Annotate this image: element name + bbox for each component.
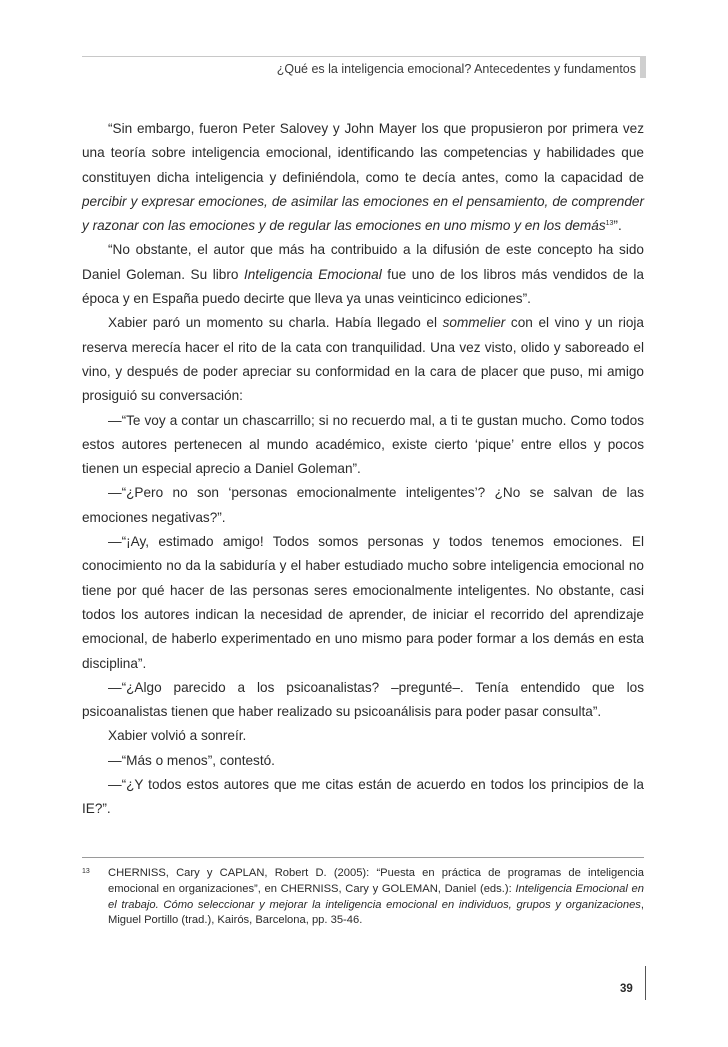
text-span: , Miguel Portillo (trad.), Kairós, Barcelona, pp. 35-46. <box>108 898 644 927</box>
paragraph: —“¿Pero no son ‘personas emocionalmente inteligentes’? ¿No se salvan de las emociones negativas?”. <box>82 485 644 525</box>
text-span: ”. <box>613 218 622 234</box>
paragraph <box>82 311 644 408</box>
footnote <box>82 866 644 929</box>
text-span: “Sin embargo, fueron Peter Salovey y John Mayer los que propusieron por primera vez una teoría sobre inteligencia emocional, identificando las competencias y habilidades que constituyen dicha inteligencia y definiéndola, como te decía antes, como la capacidad de <box>82 121 644 185</box>
italic-text: sommelier <box>442 315 506 331</box>
footnote-ref: 13 <box>605 220 614 228</box>
paragraph <box>82 238 644 311</box>
page-number: 39 <box>620 983 633 995</box>
text-span: “No obstante, el autor que más ha contribuido a la difusión de este concepto ha sido Daniel Goleman. Su libro <box>82 242 644 282</box>
running-header: ¿Qué es la inteligencia emocional? Antecedentes y fundamentos <box>276 62 636 76</box>
header-rule <box>82 56 644 57</box>
italic-text: percibir y expresar emociones, de asimilar las emociones en el pensamiento, de comprender y razonar con las emociones y de regular las emociones en uno mismo y en los demás <box>82 193 644 234</box>
page-number-rule <box>645 966 646 1000</box>
text-span: CHERNISS, Cary y CAPLAN, Robert D. (2005): “Puesta en práctica de programas de inteligencia emocional en organizaciones”, en CHERNISS, Cary y GOLEMAN, Daniel (eds.): <box>108 867 644 895</box>
header-bar <box>640 56 646 78</box>
text-span: con el vino y un rioja reserva merecía hacer el rito de la cata con tranquilidad. Una vez visto, olido y saboreado el vino, y después de poder apreciar su conformidad en la cara de placer que puso, mi amigo prosiguió su conversación: <box>82 315 644 404</box>
footnote-rule <box>82 857 644 858</box>
text-span: Xabier paró un momento su charla. Había llegado el <box>108 315 443 331</box>
text-span: fue uno de los libros más vendidos de la época y en España puedo decirte que lleva ya unas veinticinco ediciones”. <box>82 266 644 307</box>
paragraph: —“¡Ay, estimado amigo! Todos somos personas y todos tenemos emociones. El conocimiento no da la sabiduría y el haber estudiado mucho sobre inteligencia emocional no tiene por qué hacer de las personas seres emocionalmente inteligentes. No obstante, casi todos los autores indican la necesidad de aprender, de iniciar el recorrido del aprendizaje emocional, de haberlo experimentado en uno mismo para poder formar a los demás en esta disciplina”. <box>82 534 644 671</box>
paragraph: Xabier volvió a sonreír. <box>108 728 247 744</box>
paragraph: —“Te voy a contar un chascarrillo; si no recuerdo mal, a ti te gustan mucho. Como todos estos autores pertenecen al mundo académico, existe cierto ‘pique’ entre ellos y pocos tienen un especial aprecio a Daniel Goleman”. <box>82 412 644 477</box>
paragraph: —“Más o menos”, contestó. <box>108 752 275 768</box>
paragraph: —“¿Y todos estos autores que me citas están de acuerdo en todos los principios de la IE?”. <box>82 777 644 817</box>
footnote-text <box>108 866 644 929</box>
footnote-number: 13 <box>82 868 90 875</box>
book-title: Inteligencia Emocional <box>243 266 382 282</box>
italic-text: Inteligencia Emocional en el trabajo. Cómo seleccionar y mejorar la inteligencia emocional en individuos, grupos y organizaciones <box>108 882 644 911</box>
body-text <box>82 117 644 822</box>
paragraph: —“¿Algo parecido a los psicoanalistas? –pregunté–. Tenía entendido que los psicoanalistas tienen que haber realizado su psicoanálisis para poder pasar consulta”. <box>82 679 644 720</box>
paragraph <box>82 117 644 238</box>
